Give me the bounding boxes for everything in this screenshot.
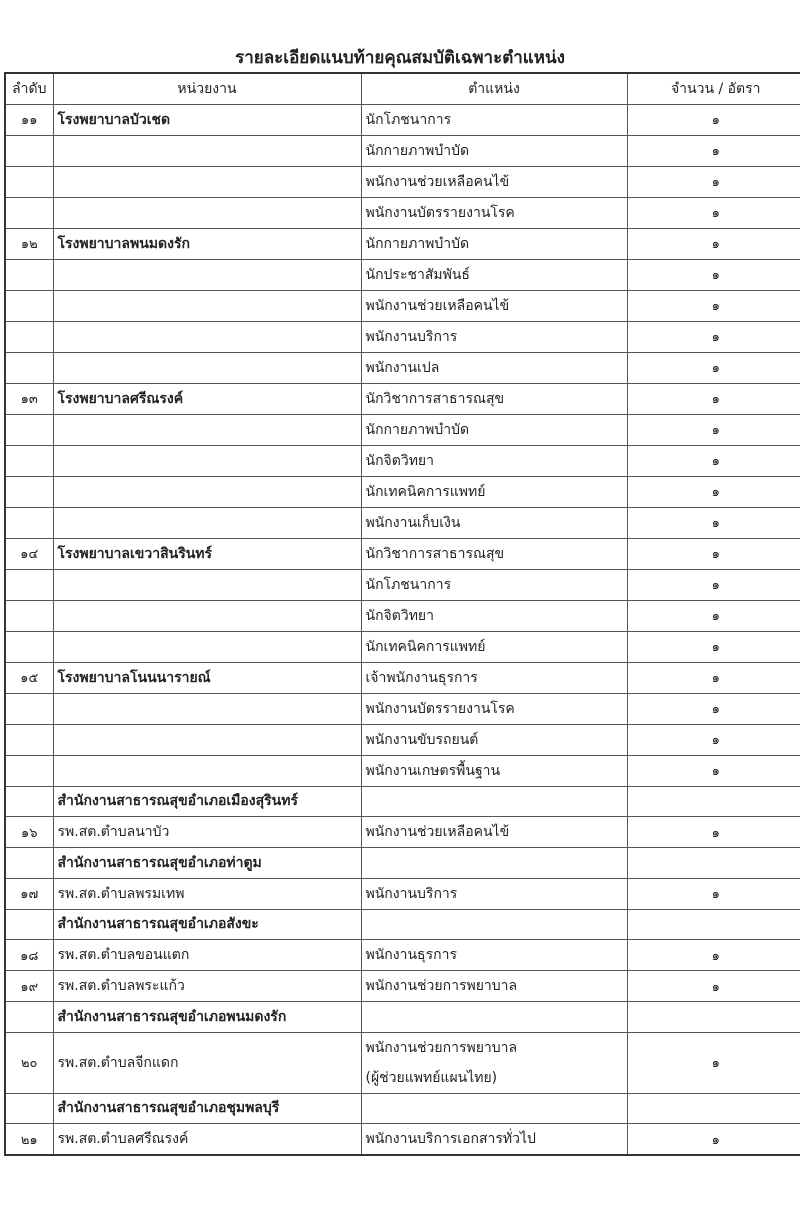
row-number: ๑๓	[5, 383, 53, 414]
row-count: ๑	[627, 971, 800, 1002]
row-position: พนักงานเกษตรพื้นฐาน	[361, 755, 627, 786]
table-row	[5, 662, 800, 693]
row-unit	[53, 414, 361, 445]
row-position: นักกายภาพบำบัด	[361, 135, 627, 166]
table-row	[5, 476, 800, 507]
row-count: ๑	[627, 1124, 800, 1156]
row-number	[5, 321, 53, 352]
row-number: ๑๗	[5, 878, 53, 909]
row-count: ๑	[627, 197, 800, 228]
positions-table	[4, 72, 800, 1156]
row-number: ๑๖	[5, 817, 53, 848]
row-count: ๑	[627, 507, 800, 538]
row-position: พนักงานช่วยเหลือคนไข้	[361, 290, 627, 321]
row-unit	[53, 445, 361, 476]
row-count: ๑	[627, 569, 800, 600]
row-position: นักจิตวิทยา	[361, 600, 627, 631]
row-count: ๑	[627, 817, 800, 848]
row-number: ๑๕	[5, 662, 53, 693]
table-row	[5, 755, 800, 786]
row-count: ๑	[627, 538, 800, 569]
table-row	[5, 940, 800, 971]
row-unit	[53, 631, 361, 662]
row-unit	[53, 352, 361, 383]
row-count: ๑	[627, 414, 800, 445]
row-unit: รพ.สต.ตำบลพระแก้ว	[53, 971, 361, 1002]
row-number: ๑๑	[5, 104, 53, 135]
row-unit	[53, 259, 361, 290]
row-unit: โรงพยาบาลโนนนารายณ์	[53, 662, 361, 693]
header-count: จำนวน / อัตรา	[627, 73, 800, 104]
row-count: ๑	[627, 600, 800, 631]
row-count: ๑	[627, 321, 800, 352]
row-number	[5, 1093, 53, 1124]
row-position: พนักงานช่วยเหลือคนไข้	[361, 817, 627, 848]
row-count	[627, 786, 800, 817]
row-number	[5, 631, 53, 662]
row-count: ๑	[627, 104, 800, 135]
table-row	[5, 1093, 800, 1124]
row-unit	[53, 569, 361, 600]
row-count: ๑	[627, 878, 800, 909]
row-count: ๑	[627, 166, 800, 197]
row-position: พนักงานช่วยการพยาบาล	[361, 971, 627, 1002]
row-position: นักกายภาพบำบัด	[361, 414, 627, 445]
row-count: ๑	[627, 662, 800, 693]
table-row	[5, 104, 800, 135]
row-position: พนักงานช่วยการพยาบาล (ผู้ช่วยแพทย์แผนไทย)	[361, 1032, 627, 1093]
row-count: ๑	[627, 445, 800, 476]
row-number	[5, 693, 53, 724]
row-position	[361, 786, 627, 817]
row-count	[627, 1002, 800, 1033]
table-row	[5, 445, 800, 476]
row-number	[5, 414, 53, 445]
row-position: พนักงานบริการเอกสารทั่วไป	[361, 1124, 627, 1156]
row-count: ๑	[627, 755, 800, 786]
table-row	[5, 538, 800, 569]
row-position: พนักงานบริการ	[361, 878, 627, 909]
table-row	[5, 1032, 800, 1093]
table-row	[5, 817, 800, 848]
row-position: นักเทคนิคการแพทย์	[361, 631, 627, 662]
row-unit	[53, 755, 361, 786]
row-number: ๒๐	[5, 1032, 53, 1093]
row-position: นักวิชาการสาธารณสุข	[361, 538, 627, 569]
table-header-row	[5, 73, 800, 104]
row-unit: โรงพยาบาลศรีณรงค์	[53, 383, 361, 414]
row-count: ๑	[627, 352, 800, 383]
row-number	[5, 724, 53, 755]
table-row	[5, 197, 800, 228]
row-unit: สำนักงานสาธารณสุขอำเภอท่าตูม	[53, 848, 361, 879]
row-count: ๑	[627, 290, 800, 321]
document-title: รายละเอียดแนบท้ายคุณสมบัติเฉพาะตำแหน่ง	[235, 48, 565, 68]
row-count: ๑	[627, 1032, 800, 1093]
table-row	[5, 909, 800, 940]
row-unit: รพ.สต.ตำบลพรมเทพ	[53, 878, 361, 909]
table-row	[5, 321, 800, 352]
row-position: พนักงานขับรถยนต์	[361, 724, 627, 755]
row-number	[5, 352, 53, 383]
row-position: นักวิชาการสาธารณสุข	[361, 383, 627, 414]
row-number	[5, 135, 53, 166]
row-unit	[53, 197, 361, 228]
row-count: ๑	[627, 724, 800, 755]
table-row	[5, 290, 800, 321]
row-count: ๑	[627, 476, 800, 507]
row-unit	[53, 724, 361, 755]
row-position: พนักงานบริการ	[361, 321, 627, 352]
row-unit: สำนักงานสาธารณสุขอำเภอพนมดงรัก	[53, 1002, 361, 1033]
row-unit	[53, 135, 361, 166]
row-position: นักกายภาพบำบัด	[361, 228, 627, 259]
table-row	[5, 135, 800, 166]
row-position: พนักงานบัตรรายงานโรค	[361, 197, 627, 228]
row-number	[5, 1002, 53, 1033]
row-number	[5, 445, 53, 476]
table-row	[5, 693, 800, 724]
row-position	[361, 1093, 627, 1124]
table-row	[5, 600, 800, 631]
row-number	[5, 197, 53, 228]
header-num: ลำดับ	[5, 73, 53, 104]
row-unit: โรงพยาบาลบัวเชด	[53, 104, 361, 135]
row-position: พนักงานธุรการ	[361, 940, 627, 971]
row-count: ๑	[627, 940, 800, 971]
header-unit: หน่วยงาน	[53, 73, 361, 104]
table-row	[5, 414, 800, 445]
row-position: พนักงานบัตรรายงานโรค	[361, 693, 627, 724]
row-unit: โรงพยาบาลเขวาสินรินทร์	[53, 538, 361, 569]
row-count	[627, 909, 800, 940]
row-unit: รพ.สต.ตำบลนาบัว	[53, 817, 361, 848]
table-row	[5, 786, 800, 817]
row-count: ๑	[627, 259, 800, 290]
row-unit	[53, 507, 361, 538]
table-body	[5, 104, 800, 1155]
row-number	[5, 600, 53, 631]
table-row	[5, 1002, 800, 1033]
row-number	[5, 909, 53, 940]
row-position: เจ้าพนักงานธุรการ	[361, 662, 627, 693]
row-count: ๑	[627, 631, 800, 662]
table-row	[5, 878, 800, 909]
table-row	[5, 971, 800, 1002]
table-row	[5, 383, 800, 414]
row-unit	[53, 166, 361, 197]
row-number: ๑๔	[5, 538, 53, 569]
table-row	[5, 848, 800, 879]
row-position	[361, 1002, 627, 1033]
table-row	[5, 166, 800, 197]
row-unit: สำนักงานสาธารณสุขอำเภอชุมพลบุรี	[53, 1093, 361, 1124]
table-row	[5, 724, 800, 755]
row-position	[361, 909, 627, 940]
row-number: ๑๙	[5, 971, 53, 1002]
row-unit: รพ.สต.ตำบลขอนแตก	[53, 940, 361, 971]
row-unit: สำนักงานสาธารณสุขอำเภอสังขะ	[53, 909, 361, 940]
row-unit	[53, 290, 361, 321]
row-number: ๑๘	[5, 940, 53, 971]
row-position: นักโภชนาการ	[361, 569, 627, 600]
header-position: ตำแหน่ง	[361, 73, 627, 104]
row-number	[5, 259, 53, 290]
row-position	[361, 848, 627, 879]
row-unit	[53, 600, 361, 631]
row-count: ๑	[627, 693, 800, 724]
row-count: ๑	[627, 228, 800, 259]
row-unit: รพ.สต.ตำบลศรีณรงค์	[53, 1124, 361, 1156]
row-unit: สำนักงานสาธารณสุขอำเภอเมืองสุรินทร์	[53, 786, 361, 817]
row-number	[5, 786, 53, 817]
row-count: ๑	[627, 135, 800, 166]
row-position: นักจิตวิทยา	[361, 445, 627, 476]
table-row	[5, 259, 800, 290]
row-number	[5, 476, 53, 507]
table-row	[5, 352, 800, 383]
row-unit	[53, 693, 361, 724]
row-unit: รพ.สต.ตำบลจีกแดก	[53, 1032, 361, 1093]
row-number	[5, 848, 53, 879]
row-number: ๑๒	[5, 228, 53, 259]
row-count	[627, 1093, 800, 1124]
table-row	[5, 1124, 800, 1156]
row-unit	[53, 321, 361, 352]
row-unit	[53, 476, 361, 507]
table-row	[5, 507, 800, 538]
table-row	[5, 631, 800, 662]
row-number	[5, 166, 53, 197]
row-number	[5, 569, 53, 600]
row-position: นักโภชนาการ	[361, 104, 627, 135]
row-number: ๒๑	[5, 1124, 53, 1156]
row-unit: โรงพยาบาลพนมดงรัก	[53, 228, 361, 259]
row-position: พนักงานเก็บเงิน	[361, 507, 627, 538]
row-count: ๑	[627, 383, 800, 414]
row-position: นักประชาสัมพันธ์	[361, 259, 627, 290]
row-number	[5, 755, 53, 786]
row-number	[5, 507, 53, 538]
table-row	[5, 228, 800, 259]
row-count	[627, 848, 800, 879]
row-position: พนักงานช่วยเหลือคนไข้	[361, 166, 627, 197]
row-position: นักเทคนิคการแพทย์	[361, 476, 627, 507]
row-number	[5, 290, 53, 321]
row-position: พนักงานเปล	[361, 352, 627, 383]
table-row	[5, 569, 800, 600]
